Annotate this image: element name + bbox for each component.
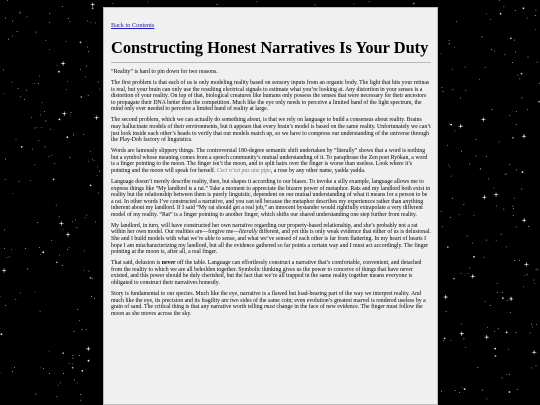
paragraph-1 [111, 80, 431, 113]
paragraph-2-text: The second problem, which we can actually do something about, is that we rely on language to build a consensus about reality. Brains may hallucinate models of their environments, but it appears that every brain’s model is based on the same reality. Unfortunately we can’t just look inside each other’s heads to verify that our models match up, so we have to compress our understanding of the universe through the Play-Doh factory of linguistics. [111, 117, 431, 144]
paragraph-7-text: must [263, 304, 275, 311]
back-to-contents-link[interactable]: Back to Contents [111, 22, 155, 29]
paragraph-3-text: Ceci n’est pas une pipe [216, 167, 271, 174]
paragraph-3-text: Words are famously slippery things. The controversial 180-degree semantic shift undertaken by “literally” shows that a word is nothing but a symbol whose meaning comes from a speech community’s mutual understanding of it. To paraphrase the Zen poet Ryōkan, a word is a finger pointing to the moon. The finger isn’t the moon, and to split hairs over the finger is worse than useless. Look where it’s pointing and the moon will speak for herself. [111, 148, 428, 174]
paragraph-7 [111, 291, 431, 317]
paragraph-0 [111, 69, 431, 76]
paragraph-3-text: , a rose by any other name, yadda yadda. [270, 167, 366, 174]
paragraph-3 [111, 148, 431, 174]
article-body [111, 69, 431, 317]
paragraph-5-text: different, and yet this is only weak evidence that either of us is delusional. She and I build models with what we’re able to sense, and what we’ve sensed of each other is far from flattering. In my heart of hearts I hope I am mischaracterizing my landlord, but all the evidence gathered so far points a certain way and I must act accordingly. The finger pointing at the moon is, after all, a real finger. [111, 229, 431, 256]
paragraph-6-text: never [161, 260, 176, 267]
paragraph-6-text: off the table. Language can effortlessly construct a narrative that’s comfortable, convenient, and detached from the reality to which we are all beholden together. Symbolic thinking gives us the power to conceive of things that have never existed, and this power should be duly cherished, but the fact that we’re all trapped in the same reality together means everyone is obligated to construct their narratives honestly. [111, 260, 422, 286]
article-title: Constructing Honest Narratives Is Your Duty [111, 38, 429, 57]
paragraph-4 [111, 179, 431, 218]
paragraph-5-text: literally [239, 229, 258, 236]
paragraph-2 [111, 117, 431, 143]
paragraph-1-text: The first problem is that each of us is only modeling reality based on sensory inputs from an organic body. The light that hits your retinas is real, but your brain can only use the resulting electrical signals to estimate what you’re looking at. Any distortion in your senses is a distortion of your reality. On top of that, biological creatures like humans only possess the senses that were necessary for their ancestors to propagate their DNA better than the competition. Much like the eye only needs to perceive a limited band of the light spectrum, the mind only ever needed to perceive a limited band of reality at large. [111, 80, 430, 113]
paragraph-4-text: Language doesn’t merely describe reality, then, but shapes it according to our biases. To invoke a silly example, language allows me to express things like “My landlord is a rat.” Take a moment to appreciate the bizarre power of metaphor. Rats and my landlord both exist in reality but the relationship between them is purely linguistic, dependent on our mutual understanding of what it means for a person to be a rat. In other words I’ve constructed a narrative, and you can tell because the metaphor describes my experiences rather than anything inherent about my landlord. If I said “My rat should get a real job,” an innocent bystander would rightfully extrapolate a very different model of my reality. “Rat” is a finger pointing to another finger, which shifts our shared understanding one step further from reality. [111, 179, 431, 218]
paragraph-5 [111, 223, 431, 256]
paragraph-0-text: “Reality” is hard to pin down for two reasons. [111, 69, 218, 75]
title-divider [111, 62, 431, 63]
article-page [103, 7, 438, 405]
paragraph-7-text: change in the face of new evidence. The finger must follow the moon as she moves across the sky. [111, 304, 423, 317]
paragraph-7-text: Story is fundamental to our species. Much like the eye, narrative is a flawed but load-bearing part of the way we interpret reality. And much like the eye, its precision and its fragility are two sides of the same coin; even evolution’s greatest marvel is rendered useless by a grain of sand. The critical thing is that any narrative worth telling [111, 291, 426, 311]
paragraph-6 [111, 260, 431, 286]
paragraph-6-text: That said, delusion is [111, 260, 162, 267]
paragraph-5-text: My landlord, in turn, will have constructed her own narrative regarding our property-based relationship, and she’s probably not a rat within her own model. Our realities are—forgive me— [111, 222, 418, 236]
